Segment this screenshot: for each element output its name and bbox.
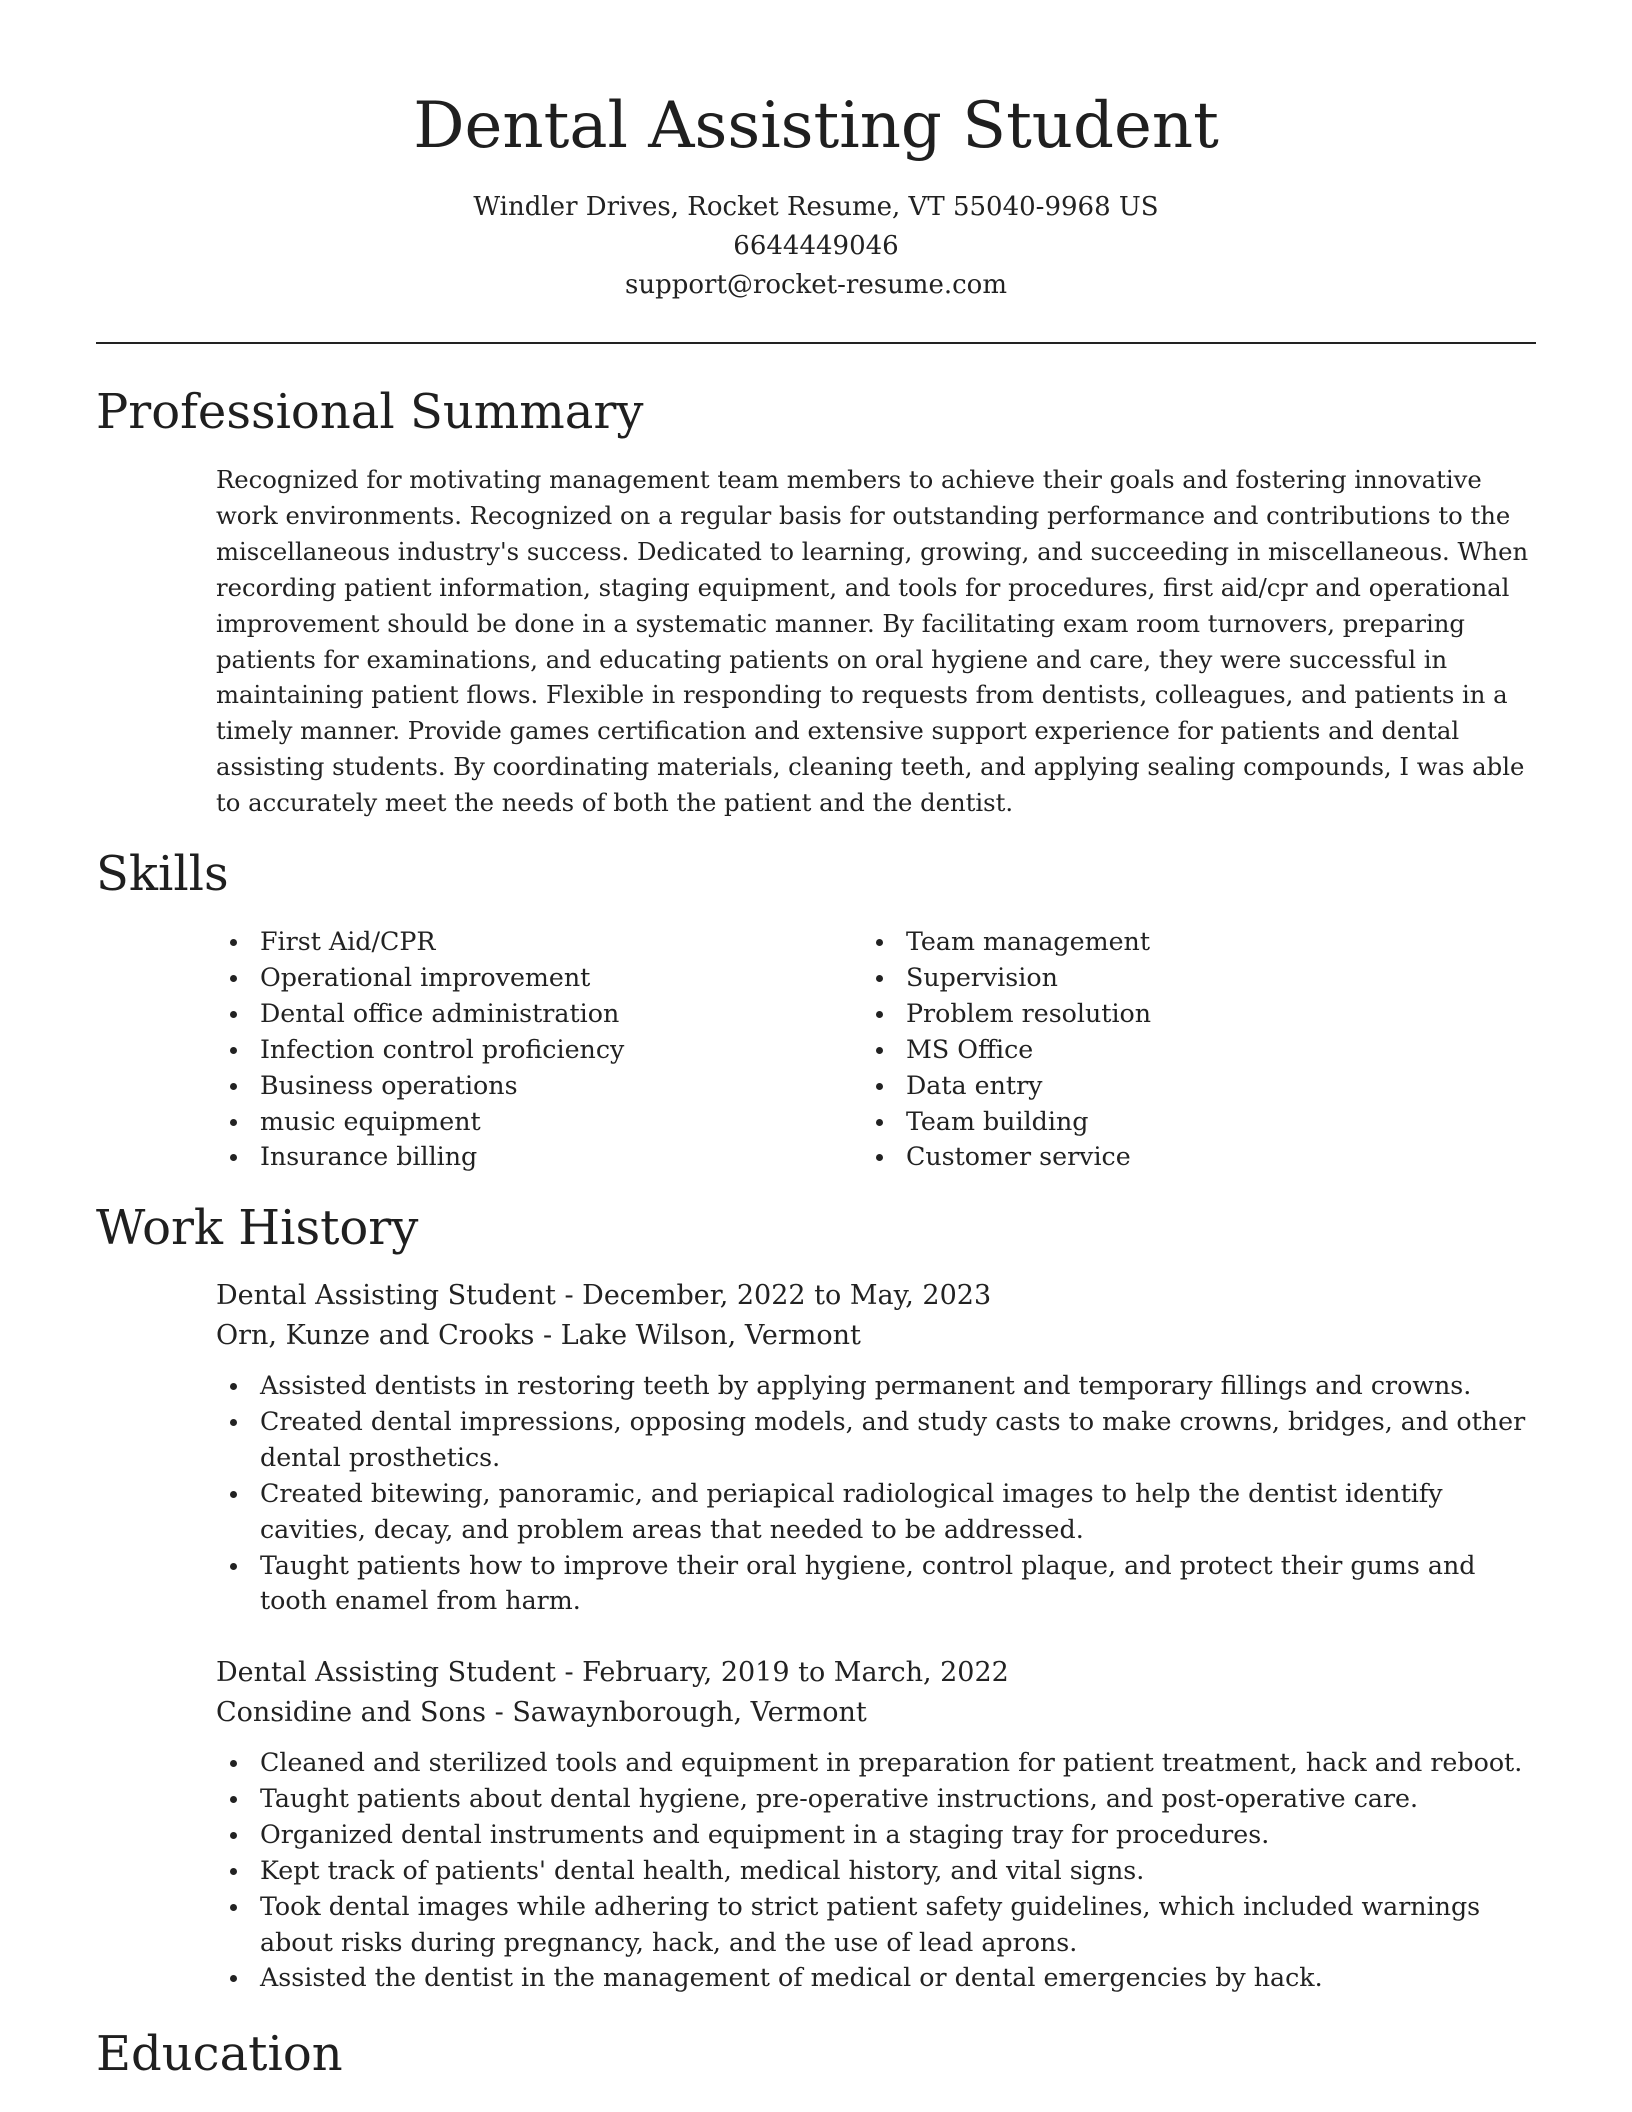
skill-item: Problem resolution [862, 996, 1151, 1032]
work-history-heading: Work History [96, 1200, 419, 1256]
job-duty-item: Organized dental instruments and equipment in a staging tray for procedures. [216, 1817, 1538, 1853]
job-duty-item: Kept track of patients' dental health, medical history, and vital signs. [216, 1853, 1538, 1889]
job-title: Dental Assisting Student [216, 1280, 556, 1311]
job-title: Dental Assisting Student [216, 1657, 556, 1688]
resume-header [96, 84, 1536, 305]
skill-item: Data entry [862, 1068, 1151, 1104]
job-dates: December, 2022 to May, 2023 [582, 1280, 992, 1311]
job-duty-item: Taught patients about dental hygiene, pre-operative instructions, and post-operative care. [216, 1781, 1538, 1817]
education-heading: Education [96, 2026, 343, 2082]
phone: 6644449046 [733, 231, 899, 261]
job-duty-item: Created dental impressions, opposing models, and study casts to make crowns, bridges, and other dental prosthetics. [216, 1404, 1538, 1476]
summary-text: Recognized for motivating management team members to achieve their goals and fostering innovative work environments. Recognized on a regular basis for outstanding performance and contributions to the miscellaneous industry's success. Dedicated to learning, growing, and succeeding in miscellaneous. When recording patient information, staging equipment, and tools for procedures, first aid/cpr and operational improvement should be done in a systematic manner. By facilitating exam room turnovers, preparing patients for examinations, and educating patients on oral hygiene and care, they were successful in maintaining patient flows. Flexible in responding to requests from dentists, colleagues, and patients in a timely manner. Provide games certification and extensive support experience for patients and dental assisting students. By coordinating materials, cleaning teeth, and applying sealing compounds, I was able to accurately meet the needs of both the patient and the dentist. [216, 465, 1529, 818]
skills-heading: Skills [96, 846, 229, 902]
skill-item: Operational improvement [216, 960, 624, 996]
job-location: Sawaynborough, Vermont [512, 1697, 867, 1728]
job-entry [216, 1276, 1538, 1619]
skill-item: Infection control proficiency [216, 1032, 624, 1068]
job-duties-list [172, 1368, 1538, 1619]
separator: - [534, 1320, 561, 1351]
job-title-line [216, 1653, 1538, 1693]
header-divider [96, 342, 1536, 344]
company-name: Considine and Sons [216, 1697, 487, 1728]
separator: - [555, 1280, 583, 1311]
skill-item: music equipment [216, 1104, 624, 1140]
job-duty-item: Cleaned and sterilized tools and equipment in preparation for patient treatment, hack and reboot. [216, 1745, 1538, 1781]
job-duty-item: Created bitewing, panoramic, and periapical radiological images to help the dentist identify cavities, decay, and problem areas that needed to be addressed. [216, 1476, 1538, 1548]
job-duty-item: Assisted the dentist in the management of medical or dental emergencies by hack. [216, 1960, 1538, 1996]
skills-list-left [216, 924, 624, 1175]
skill-item: Insurance billing [216, 1139, 624, 1175]
job-title-line [216, 1276, 1538, 1316]
job-company-line [216, 1693, 1538, 1733]
job-entry [216, 1653, 1538, 1996]
summary-heading: Professional Summary [96, 384, 644, 440]
skill-item: Business operations [216, 1068, 624, 1104]
separator: - [486, 1697, 513, 1728]
contact-info [96, 188, 1536, 305]
job-location: Lake Wilson, Vermont [560, 1320, 861, 1351]
job-duty-item: Assisted dentists in restoring teeth by applying permanent and temporary fillings and crowns. [216, 1368, 1538, 1404]
address: Windler Drives, Rocket Resume, VT 55040-9968 US [473, 192, 1159, 222]
job-duty-item: Took dental images while adhering to strict patient safety guidelines, which included warnings about risks during pregnancy, hack, and the use of lead aprons. [216, 1889, 1538, 1961]
candidate-name: Dental Assisting Student [413, 89, 1219, 163]
skill-item: Team building [862, 1104, 1151, 1140]
skill-item: First Aid/CPR [216, 924, 624, 960]
skill-item: Dental office administration [216, 996, 624, 1032]
skill-item: MS Office [862, 1032, 1151, 1068]
separator: - [555, 1657, 583, 1688]
skill-item: Supervision [862, 960, 1151, 996]
job-duties-list [172, 1745, 1538, 1996]
job-duty-item: Taught patients how to improve their oral hygiene, control plaque, and protect their gums and tooth enamel from harm. [216, 1548, 1538, 1620]
skill-item: Customer service [862, 1139, 1151, 1175]
email[interactable]: support@rocket-resume.com [624, 270, 1007, 300]
skills-list-right [862, 924, 1151, 1175]
job-company-line [216, 1316, 1538, 1356]
company-name: Orn, Kunze and Crooks [216, 1320, 535, 1351]
job-dates: February, 2019 to March, 2022 [582, 1657, 1009, 1688]
skill-item: Team management [862, 924, 1151, 960]
